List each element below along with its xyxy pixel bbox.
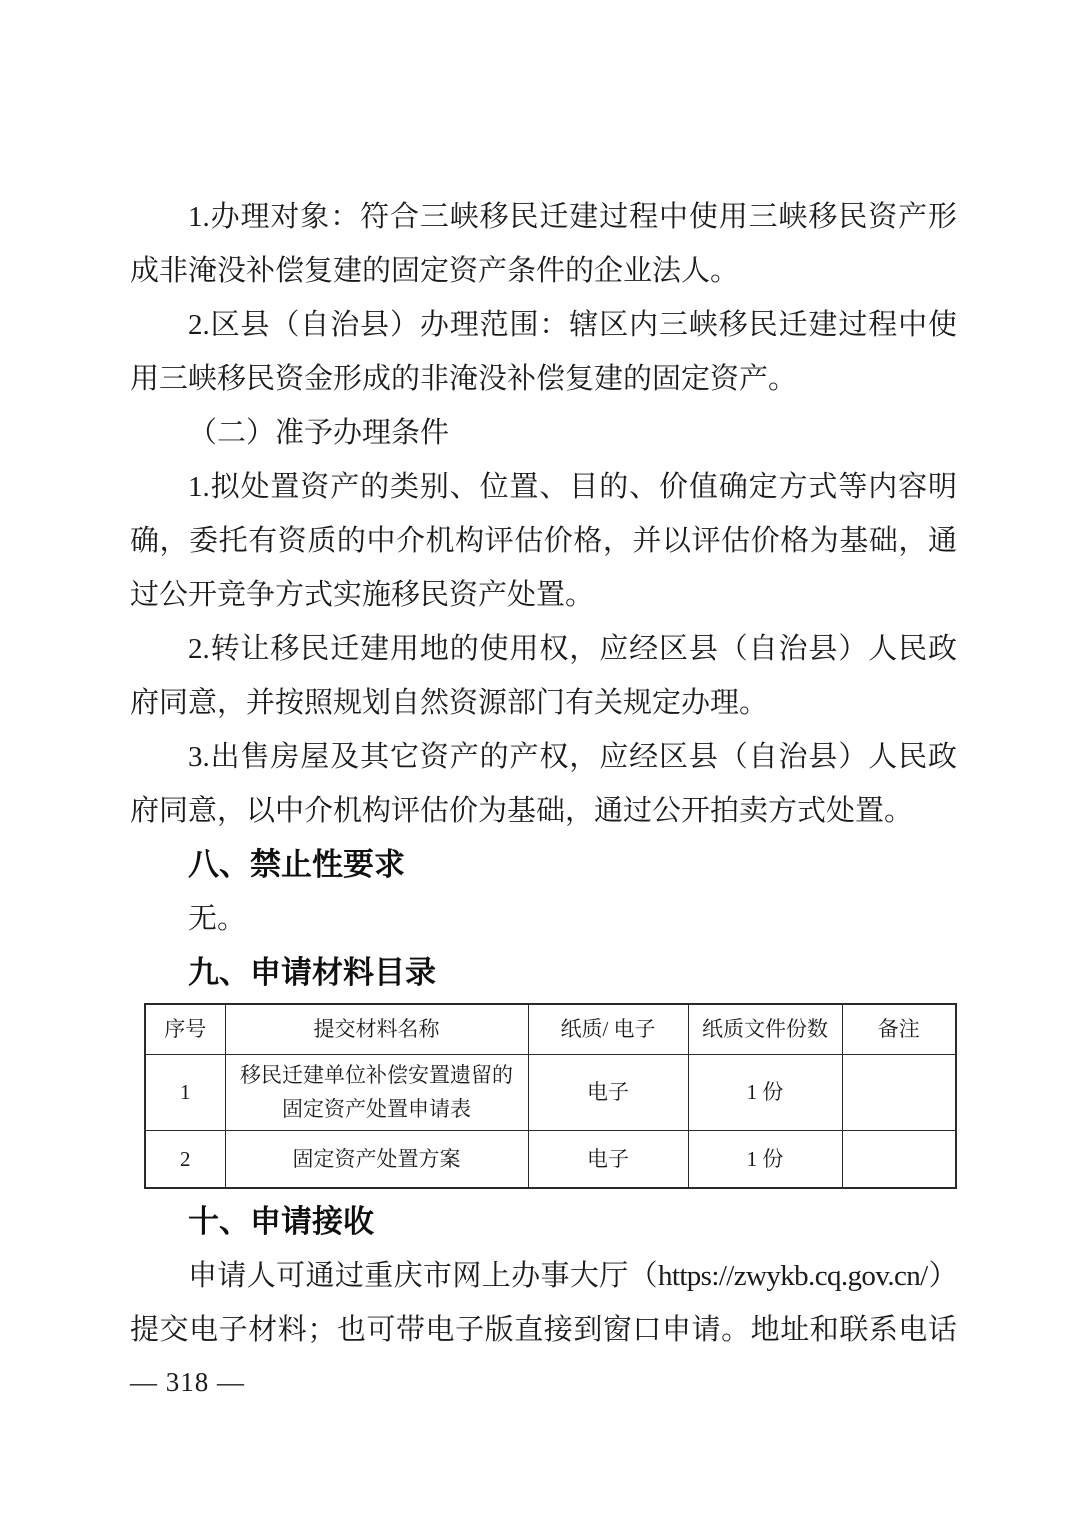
table-cell — [842, 1130, 956, 1188]
paragraph-line: 3.出售房屋及其它资产的产权，应经区县（自治县）人民政 — [188, 741, 957, 773]
table-cell: 1 份 — [688, 1054, 842, 1130]
paragraph-line: 府同意，以中介机构评估价为基础，通过公开拍卖方式处置。 — [130, 795, 914, 827]
paragraph-line: 1.办理对象：符合三峡移民迁建过程中使用三峡移民资产形 — [188, 201, 957, 233]
paragraph-line: 2.区县（自治县）办理范围：辖区内三峡移民迁建过程中使 — [188, 309, 957, 341]
paragraph-line: 2.转让移民迁建用地的使用权，应经区县（自治县）人民政 — [188, 633, 957, 665]
table-header-cell: 提交材料名称 — [225, 1004, 528, 1054]
paragraph-line: 过公开竞争方式实施移民资产处置。 — [130, 579, 595, 611]
table-header-cell: 纸质/ 电子 — [528, 1004, 688, 1054]
paragraph-line: 确，委托有资质的中介机构评估价格，并以评估价格为基础，通 — [130, 525, 957, 557]
application-materials-table — [144, 1003, 957, 1189]
paragraph-line: 1.拟处置资产的类别、位置、目的、价值确定方式等内容明 — [188, 471, 957, 503]
paragraph-line: 申请人可通过重庆市网上办事大厅（https://zwykb.cq.gov.cn/） — [188, 1260, 957, 1292]
table-header-cell: 序号 — [145, 1004, 225, 1054]
page-number: — 318 — — [130, 1367, 245, 1397]
subsection-title: （二）准予办理条件 — [188, 417, 450, 449]
table-cell: 1 份 — [688, 1130, 842, 1188]
table-cell: 2 — [145, 1130, 225, 1188]
paragraph-line: 府同意，并按照规划自然资源部门有关规定办理。 — [130, 687, 769, 719]
table-cell: 电子 — [528, 1054, 688, 1130]
table-header-cell: 纸质文件份数 — [688, 1004, 842, 1054]
table-cell: 1 — [145, 1054, 225, 1130]
paragraph-line: 无。 — [188, 903, 247, 935]
table-header-cell: 备注 — [842, 1004, 956, 1054]
table-cell: 移民迁建单位补偿安置遗留的固定资产处置申请表 — [225, 1054, 528, 1130]
section-heading-prohibitive-requirements: 八、禁止性要求 — [188, 847, 405, 882]
table-row — [145, 1054, 956, 1130]
table-row — [145, 1130, 956, 1188]
paragraph-line: 提交电子材料；也可带电子版直接到窗口申请。地址和联系电话 — [130, 1314, 957, 1346]
table-cell: 电子 — [528, 1130, 688, 1188]
paragraph-line: 成非淹没补偿复建的固定资产条件的企业法人。 — [130, 255, 740, 287]
section-heading-application-reception: 十、申请接收 — [188, 1204, 374, 1239]
section-heading-application-materials: 九、申请材料目录 — [188, 955, 436, 990]
table-cell: 固定资产处置方案 — [225, 1130, 528, 1188]
table-cell — [842, 1054, 956, 1130]
paragraph-line: 用三峡移民资金形成的非淹没补偿复建的固定资产。 — [130, 363, 798, 395]
table-header-row — [145, 1004, 956, 1054]
